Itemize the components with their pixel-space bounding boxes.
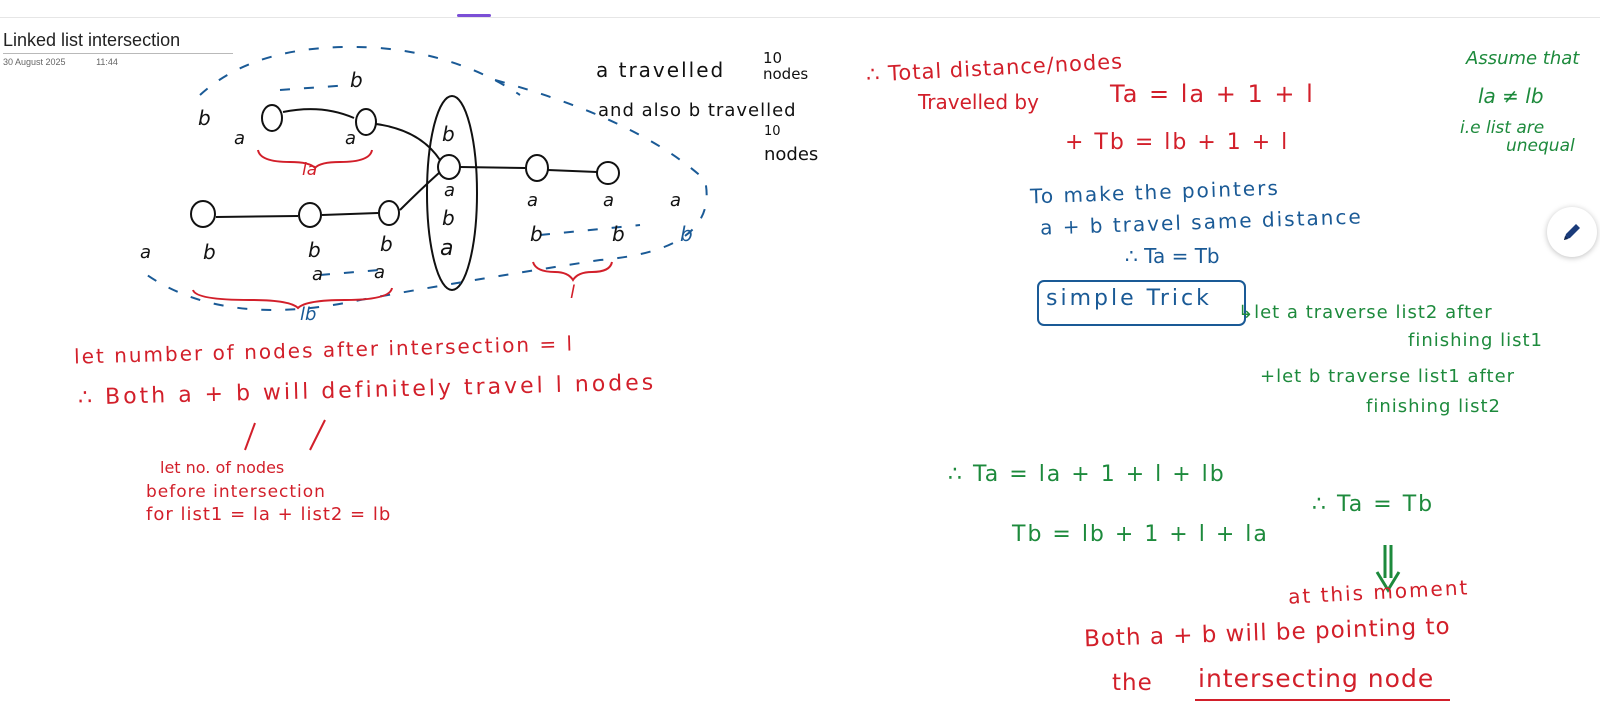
note-10: 10	[764, 124, 781, 139]
node-list2-1	[191, 201, 215, 227]
node-list2-3	[379, 201, 399, 225]
label-pointer-a: a	[234, 128, 246, 149]
equation-tb: + Tb = lb + 1 + l	[1065, 130, 1290, 155]
note-a-travelled: a travelled	[596, 58, 726, 82]
note-nodes-before-3: for list1 = la + list2 = lb	[146, 504, 392, 525]
node-list1-1	[262, 105, 282, 131]
label-pointer-b: b	[612, 222, 625, 246]
node-common-1	[526, 155, 548, 181]
label-pointer-a: a	[312, 264, 324, 285]
label-lb: lb	[300, 304, 317, 325]
note-assume-that: Assume that	[1466, 48, 1580, 69]
note-intersecting-node: intersecting node	[1198, 664, 1435, 693]
note-trick-a-2: finishing list1	[1408, 330, 1543, 351]
label-pointer-b: b	[442, 122, 455, 146]
note-trick-a-1: ↳let a traverse list2 after	[1238, 302, 1493, 323]
note-travel-same-distance: a + b travel same distance	[1039, 204, 1364, 240]
note-trick-b-1: +let b traverse list1 after	[1260, 366, 1516, 387]
equation-ta-full: ∴ Ta = la + 1 + l + lb	[948, 462, 1226, 487]
node-common-2	[597, 162, 619, 184]
node-list1-2	[356, 109, 376, 135]
note-nodes: nodes	[764, 144, 819, 165]
equation-ta-tb-result: ∴ Ta = Tb	[1312, 492, 1435, 517]
note-total-distance: ∴ Total distance/nodes	[865, 49, 1124, 87]
label-pointer-a: a	[345, 128, 357, 149]
note-make-pointers: To make the pointers	[1029, 175, 1281, 209]
intersection-node	[438, 155, 460, 179]
label-pointer-a: a	[444, 180, 456, 201]
note-both-pointing: Both a + b will be pointing to	[1083, 613, 1451, 653]
label-pointer-b: b	[680, 222, 693, 246]
simple-trick-label: simple Trick	[1046, 286, 1212, 311]
linked-list-diagram	[191, 96, 619, 290]
note-nodes-before-1: let no. of nodes	[160, 458, 285, 477]
pen-tool-button[interactable]	[1547, 207, 1597, 257]
label-pointer-b: b	[198, 106, 211, 130]
label-pointer-a: a	[670, 190, 682, 211]
note-travelled-by: Travelled by	[918, 90, 1039, 114]
label-la: la	[302, 160, 318, 180]
note-at-this-moment: at this moment	[1287, 575, 1470, 609]
note-trick-b-2: finishing list2	[1366, 396, 1501, 417]
label-pointer-a: a	[374, 262, 386, 283]
page-time: 11:44	[96, 57, 118, 67]
label-pointer-b: b	[308, 238, 321, 262]
label-pointer-b: b	[203, 240, 216, 264]
label-pointer-b: b	[530, 222, 543, 246]
pen-icon	[1561, 221, 1583, 243]
note-unequal: unequal	[1506, 136, 1575, 156]
note-both-travel-l: ∴ Both a + b will definitely travel l nodes	[77, 370, 657, 411]
label-pointer-a: a	[603, 190, 615, 211]
equation-tb-full: Tb = lb + 1 + l + la	[1012, 522, 1269, 547]
note-nodes-before-2: before intersection	[146, 482, 326, 502]
note-lists-are: i.e list are	[1460, 118, 1545, 138]
label-pointer-b: b	[380, 232, 393, 256]
page-title[interactable]: Linked list intersection	[3, 30, 181, 50]
equation-ta-eq-tb: ∴ Ta = Tb	[1125, 244, 1220, 268]
pointer-path-dashes	[140, 47, 707, 310]
label-l: l	[570, 282, 576, 303]
equation-ta: Ta = la + 1 + l	[1110, 80, 1315, 108]
note-nodes-after-intersection: let number of nodes after intersection = l	[73, 331, 575, 369]
page-date: 30 August 2025	[3, 57, 66, 67]
label-pointer-a: a	[527, 190, 539, 211]
label-pointer-b: b	[442, 206, 455, 230]
note-the: the	[1112, 670, 1153, 696]
label-pointer-a: a	[140, 242, 152, 263]
note-10-nodes: 10 nodes	[763, 49, 809, 83]
note-b-travelled: and also b travelled	[598, 100, 797, 121]
label-top-b: b	[350, 68, 363, 92]
node-list2-2	[299, 203, 321, 227]
note-la-neq-lb: la ≠ lb	[1478, 84, 1544, 108]
label-pointer-a: a	[440, 236, 454, 261]
